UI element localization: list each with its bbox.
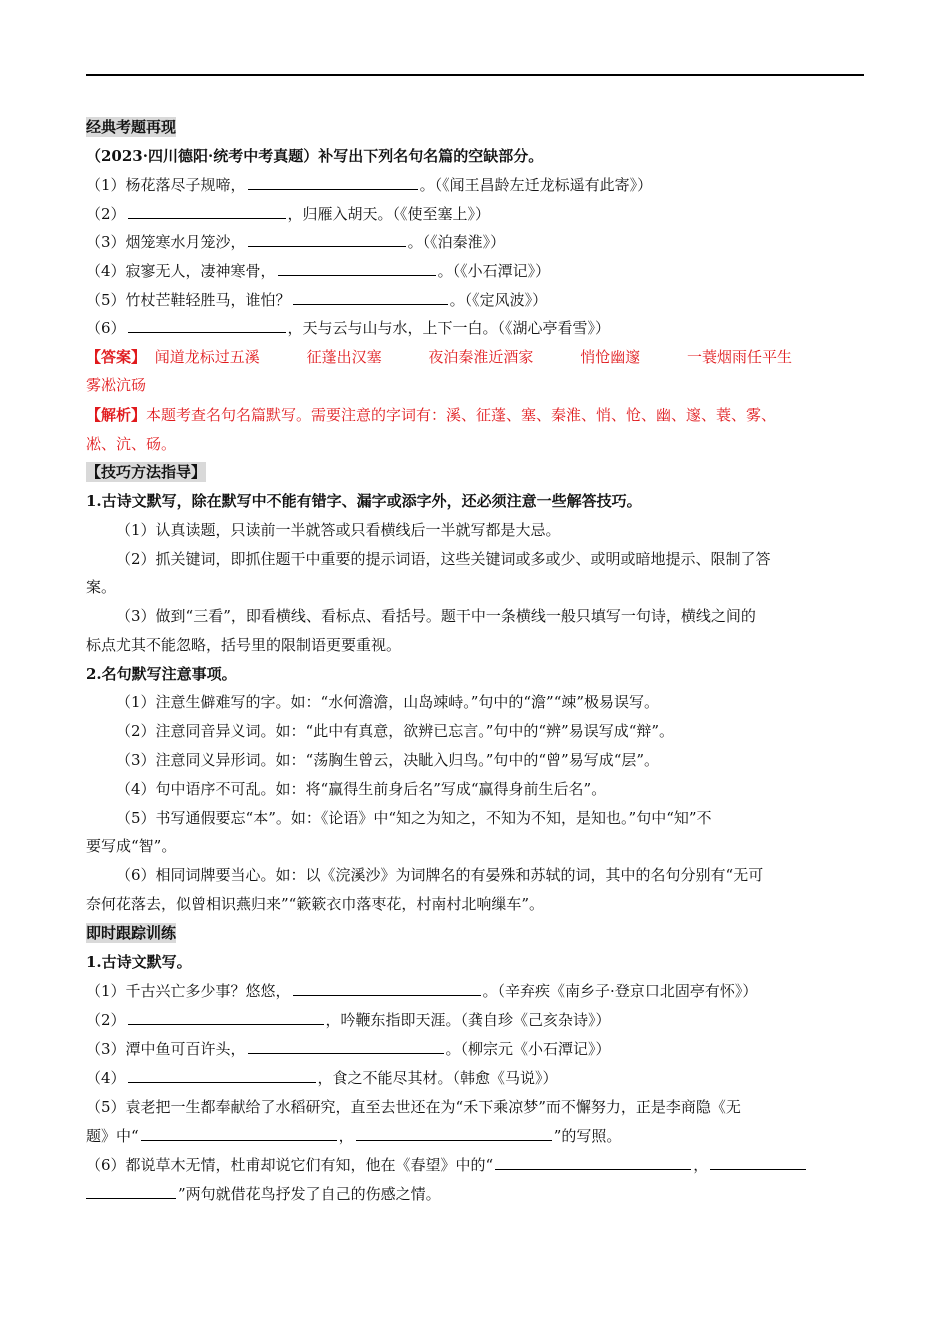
header-rule [86, 74, 864, 76]
answer-tag: 【答案】 [86, 348, 147, 366]
blank[interactable] [248, 232, 406, 247]
blank[interactable] [128, 1068, 316, 1083]
section-title-method: 【技巧方法指导】 [86, 463, 207, 481]
answer-2: 征蓬出汉塞 [306, 348, 382, 366]
blank[interactable] [710, 1155, 806, 1170]
notice-2: （2）注意同音异义词。如：“此中有真意，欲辨已忘言。”句中的“辨”易误写成“辩”。 [116, 722, 675, 740]
exercise-6: （6）都说草木无情，杜甫却说它们有知，他在《春望》中的“ ， [86, 1155, 864, 1175]
notice-1: （1）注意生僻难写的字。如：“水何澹澹，山岛竦峙。”句中的“澹”“竦”极易误写。 [116, 693, 660, 711]
fill-item-3: （3）烟笼寒水月笼沙， 。（《泊秦淮》） [86, 233, 506, 251]
section-title-practice: 即时跟踪训练 [86, 924, 177, 942]
blank[interactable] [128, 1010, 324, 1025]
method-point-2-cont: 案。 [86, 578, 117, 596]
method-point-3: （3）做到“三看”，即看横线、看标点、看括号。题干中一条横线一般只填写一句诗，横线之间的 [116, 607, 756, 625]
blank[interactable] [293, 981, 481, 996]
answer-5: 一蓑烟雨任平生 [686, 348, 792, 366]
exercise-6-cont: ”两句就借花鸟抒发了自己的伤感之情。 [86, 1184, 864, 1204]
exercise-2: （2） ，吟鞭东指即天涯。（龚自珍《己亥杂诗》） [86, 1011, 611, 1029]
fill-item-5: （5）竹杖芒鞋轻胜马，谁怕？ 。（《定风波》） [86, 291, 548, 309]
method-point-3-cont: 标点尤其不能忽略，括号里的限制语更要重视。 [86, 636, 402, 654]
section-title-classic: 经典考题再现 [86, 118, 177, 136]
blank[interactable] [141, 1126, 337, 1141]
fill-item-4: （4）寂寥无人，凄神寒骨， 。（《小石潭记》） [86, 262, 551, 280]
answer-line [86, 347, 864, 367]
blank[interactable] [248, 1039, 444, 1054]
analysis-line-1: 【解析】本题考查名句名篇默写。需要注意的字词有：溪、征蓬、塞、秦淮、悄、怆、幽、邃、蓑、雾、 [86, 406, 777, 424]
blank[interactable] [128, 204, 286, 219]
notice-3: （3）注意同义异形词。如：“荡胸生曾云，决眦入归鸟。”句中的“曾”易写成“层”。 [116, 751, 660, 769]
answer-6: 雾凇沆砀 [86, 376, 147, 394]
blank[interactable] [495, 1155, 691, 1170]
practice-heading-1: 1.古诗文默写。 [86, 953, 192, 971]
answer-3: 夜泊秦淮近酒家 [428, 348, 534, 366]
fill-item-2: （2） ，归雁入胡天。（《使至塞上》） [86, 205, 491, 223]
analysis-line-2: 凇、沆、砀。 [86, 435, 177, 453]
analysis-tag: 【解析】 [86, 406, 147, 424]
blank[interactable] [293, 290, 448, 305]
answer-1: 闻道龙标过五溪 [154, 348, 260, 366]
question-source: （2023·四川德阳·统考中考真题）补写出下列名句名篇的空缺部分。 [86, 147, 544, 165]
fill-item-6: （6） ，天与云与山与水，上下一白。（《湖心亭看雪》） [86, 319, 611, 337]
exercise-1: （1）千古兴亡多少事？悠悠， 。（辛弃疾《南乡子·登京口北固亭有怀》） [86, 982, 758, 1000]
notice-6: （6）相同词牌要当心。如：以《浣溪沙》为词牌名的有晏殊和苏轼的词，其中的名句分别有“无可 [116, 866, 764, 884]
blank[interactable] [278, 261, 436, 276]
notice-4: （4）句中语序不可乱。如：将“赢得生前身后名”写成“赢得身前生后名”。 [116, 780, 607, 798]
blank[interactable] [86, 1184, 176, 1199]
exercise-4: （4） ，食之不能尽其材。（韩愈《马说》） [86, 1069, 558, 1087]
blank[interactable] [356, 1126, 552, 1141]
notice-5: （5）书写通假要忘“本”。如：《论语》中“知之为知之，不知为不知，是知也。”句中“知”不 [116, 809, 712, 827]
exercise-5: （5）袁老把一生都奉献给了水稻研究，直至去世还在为“禾下乘凉梦”而不懈努力，正是李商隐《无 [86, 1098, 741, 1116]
answer-4: 悄怆幽邃 [580, 348, 641, 366]
method-point-1: （1）认真读题，只读前一半就答或只看横线后一半就写都是大忌。 [116, 521, 561, 539]
notice-6-cont: 奈何花落去，似曾相识燕归来”“簌簌衣巾落枣花，村南村北响缫车”。 [86, 895, 545, 913]
fill-item-1: （1）杨花落尽子规啼， 。（《闻王昌龄左迁龙标遥有此寄》） [86, 176, 653, 194]
method-heading-2: 2.名句默写注意事项。 [86, 665, 237, 683]
blank[interactable] [248, 175, 418, 190]
method-point-2: （2）抓关键词，即抓住题干中重要的提示词语，这些关键词或多或少、或明或暗地提示、限制了答 [116, 550, 771, 568]
notice-5-cont: 要写成“智”。 [86, 837, 177, 855]
blank[interactable] [128, 318, 286, 333]
exercise-3: （3）潭中鱼可百许头， 。（柳宗元《小石潭记》） [86, 1040, 611, 1058]
exercise-5-cont: 题》中“ ， ”的写照。 [86, 1127, 622, 1145]
method-heading-1: 1.古诗文默写，除在默写中不能有错字、漏字或添字外，还必须注意一些解答技巧。 [86, 492, 642, 510]
